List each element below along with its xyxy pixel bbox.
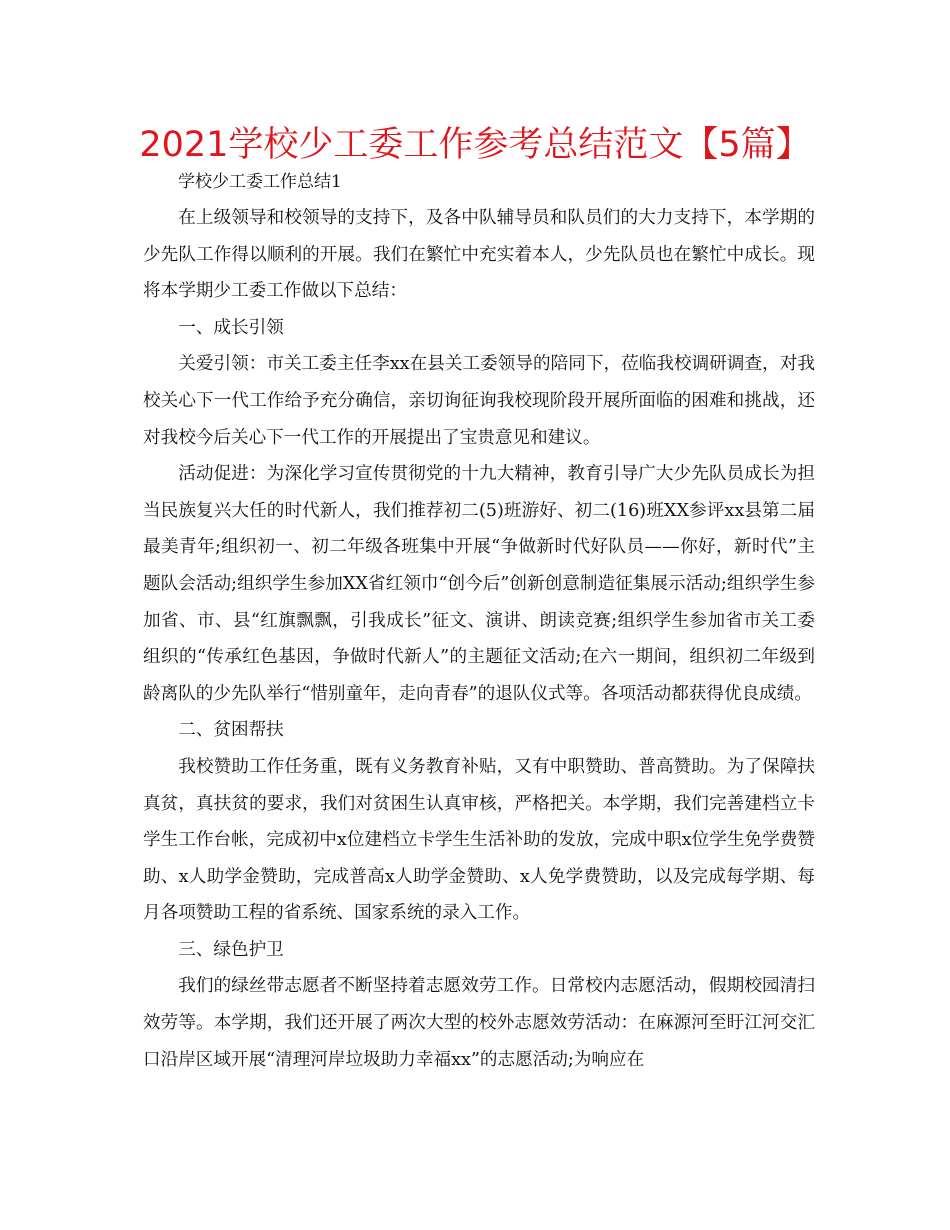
paragraph-volunteer: 我们的绿丝带志愿者不断坚持着志愿效劳工作。日常校内志愿活动，假期校园清扫效劳等。本学期，我们还开展了两次大型的校外志愿效劳活动：在麻源河至盱江河交汇口沿岸区域开展“清理河岸垃圾助力幸福xx”的志愿活动;为响应在 xyxy=(143,976,815,1070)
section-heading-green: 三、绿色护卫 xyxy=(178,939,284,960)
section-heading-growth: 一、成长引领 xyxy=(178,317,284,338)
paragraph-intro: 在上级领导和校领导的支持下，及各中队辅导员和队员们的大力支持下，本学期的少先队工作得以顺利的开展。我们在繁忙中充实着本人，少先队员也在繁忙中成长。现将本学期少工委工作做以下总结： xyxy=(143,208,815,302)
paragraph-care-guidance: 关爱引领：市关工委主任李xx在县关工委领导的陪同下，莅临我校调研调查，对我校关心下一代工作给予充分确信，亲切询征询我校现阶段开展所面临的困难和挑战，还对我校今后关心下一代工作的开展提出了宝贵意见和建议。 xyxy=(143,354,815,448)
paragraph-activities: 活动促进：为深化学习宣传贯彻党的十九大精神，教育引导广大少先队员成长为担当民族复兴大任的时代新人，我们推荐初二(5)班游好、初二(16)班XX参评xx县第二届最美青年;组织初一、初二年级各班集中开展“争做新时代好队员——你好，新时代”主题队会活动;组织学生参加XX省红领巾“创今后”创新创意制造征集展示活动;组织学生参加省、市、县“红旗飘飘，引我成长”征文、演讲、朗读竞赛;组织学生参加省市关工委组织的“传承红色基因，争做时代新人”的主题征文活动;在六一期间，组织初二年级到龄离队的少先队举行“惜别童年，走向青春”的退队仪式等。各项活动都获得优良成绩。 xyxy=(143,464,815,704)
paragraph-poverty-aid: 我校赞助工作任务重，既有义务教育补贴，又有中职赞助、普高赞助。为了保障扶真贫，真扶贫的要求，我们对贫困生认真审核，严格把关。本学期，我们完善建档立卡学生工作台帐，完成初中x位建档立卡学生生活补助的发放，完成中职x位学生免学费赞助、x人助学金赞助，完成普高x人助学金赞助、x人免学费赞助，以及完成每学期、每月各项赞助工程的省系统、国家系统的录入工作。 xyxy=(143,756,815,924)
document-title: 2021学校少工委工作参考总结范文【5篇】 xyxy=(139,125,811,165)
document-subtitle: 学校少工委工作总结1 xyxy=(178,172,342,192)
document-body xyxy=(143,200,815,1078)
section-heading-poverty: 二、贫困帮扶 xyxy=(178,720,284,741)
